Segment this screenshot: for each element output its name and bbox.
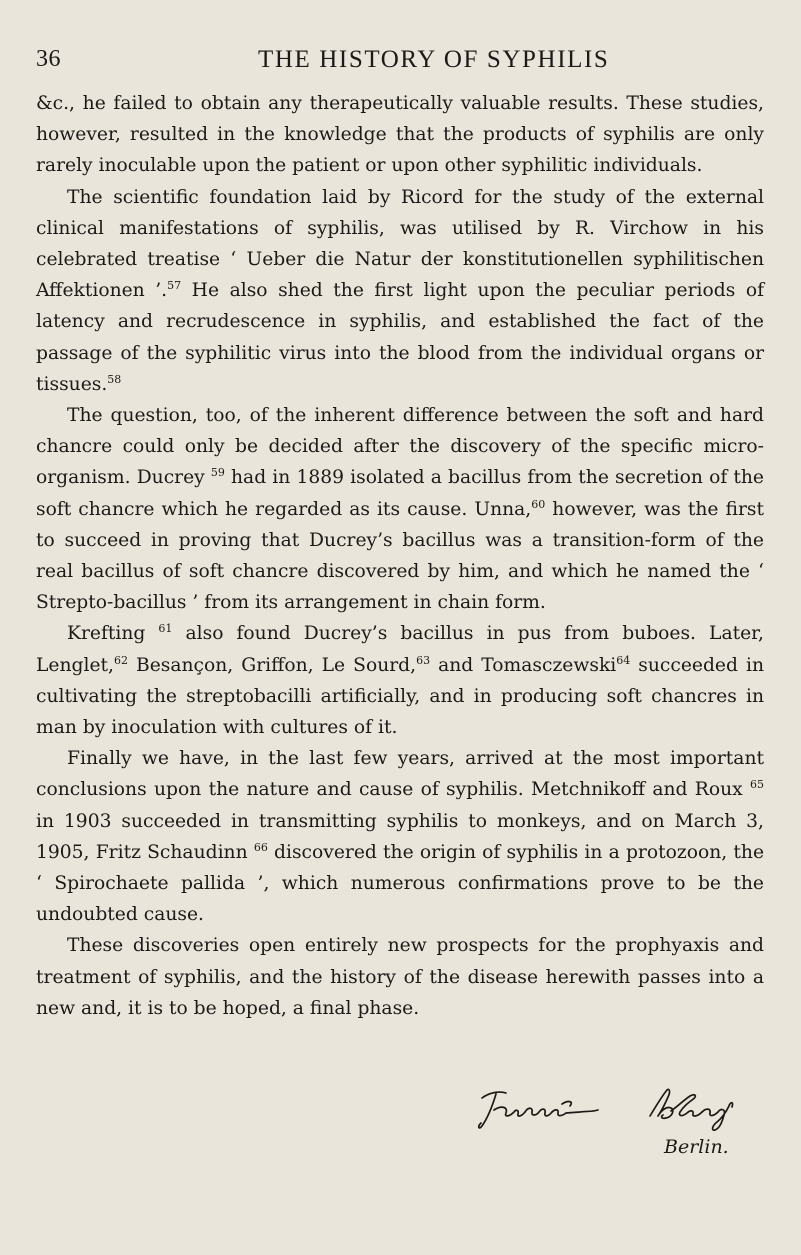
text-run: He also shed the first light upon the peculiar periods of latency and recrudescence in syphilis, and established the fact of the passage of the syphilitic virus into the blood from the individual organs or tissues. (36, 280, 764, 395)
footnote-ref: 58 (107, 372, 122, 386)
footnote-ref: 65 (750, 778, 764, 792)
footnote-ref: 57 (167, 279, 182, 293)
paragraph (36, 400, 764, 618)
text-run: Krefting (67, 623, 159, 645)
footnote-ref: 62 (113, 653, 128, 667)
text-run: The question, too, of the inherent difference between the soft and hard chancre could only be decided after the discovery of the specific micro-organism. Ducrey (36, 405, 764, 489)
footnote-ref: 64 (616, 653, 631, 667)
text-run: Finally we have, in the last few years, arrived at the most important conclusions upon the nature and cause of syphilis. Metchnikoff and Roux (36, 748, 764, 801)
running-head (36, 46, 765, 80)
footnote-ref: 60 (531, 497, 546, 511)
footnote-ref: 59 (210, 466, 225, 480)
paragraph (36, 618, 764, 743)
body-text (36, 88, 764, 1024)
handwritten-signature (476, 1086, 756, 1132)
footnote-ref: 66 (253, 840, 268, 854)
running-title: THE HISTORY OF SYPHILIS (258, 46, 610, 73)
text-run: &c., he failed to obtain any therapeutically valuable results. These studies, however, resulted in the knowledge that the products of syphilis are only rarely inoculable upon the patient or upon other syphilitic individuals. (36, 93, 764, 177)
text-run: had in 1889 isolated a bacillus from the secretion of the soft chancre which he regarded as its cause. Unna, (36, 467, 764, 520)
paragraph (36, 88, 764, 182)
text-run: discovered the origin of syphilis in a protozoon, the ‘ Spirochaete pallida ’, which numerous confirmations prove to be the undoubted cause. (36, 841, 765, 926)
text-run: The scientific foundation laid by Ricord for the study of the external clinical manifestations of syphilis, was utilised by R. Virchow in his celebrated treatise ‘ Ueber die Natur der konstitutionellen syphilitischen Affektionen ’. (36, 186, 764, 302)
text-run: Besançon, Griffon, Le Sourd, (127, 654, 417, 676)
paragraph (36, 743, 764, 930)
text-run: however, was the first to succeed in proving that Ducrey’s bacillus was a transition-form of the real bacillus of soft chancre discovered by him, and which he named the ‘ Strepto-bacillus ’ from its arrangement in chain form. (36, 498, 764, 614)
paragraph (36, 182, 764, 400)
page-number: 36 (36, 46, 61, 72)
place-name: Berlin. (664, 1136, 729, 1158)
text-run: These discoveries open entirely new prospects for the prophyaxis and treatment of syphilis, and the history of the disease herewith passes into a new and, it is to be hoped, a final phase. (36, 935, 764, 1019)
text-run: also found Ducrey’s bacillus in pus from buboes. Later, Lenglet, (36, 623, 764, 676)
text-run: and Tomasczewski (430, 654, 617, 676)
text-run: in 1903 succeeded in transmitting syphilis to monkeys, and on March 3, 1905, Fritz Schaudinn (36, 810, 764, 863)
footnote-ref: 63 (416, 653, 431, 667)
footnote-ref: 61 (158, 622, 173, 636)
paragraph (36, 930, 764, 1024)
text-run: succeeded in cultivating the streptobacilli artificially, and in producing soft chancres in man by inoculation with cultures of it. (36, 654, 765, 739)
